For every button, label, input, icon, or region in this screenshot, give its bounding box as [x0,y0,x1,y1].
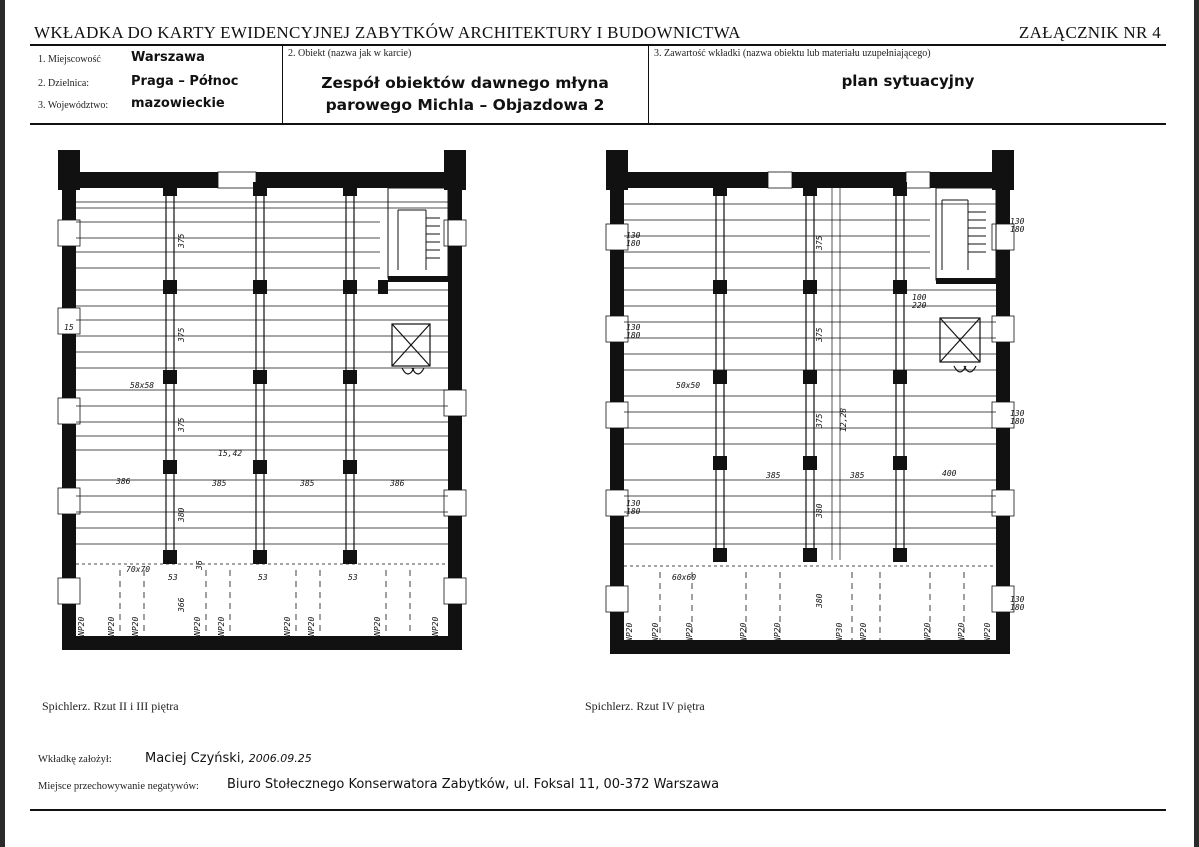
np-label-1: NP20 [77,616,86,636]
np-label-4: NP20 [193,616,202,636]
win-180-e: 180 [1010,417,1025,426]
np-right-5: NP20 [773,622,782,642]
author-value [145,751,312,766]
dim-375-a-right: 375 [815,235,824,250]
dim-1228: 12,28 [839,407,848,432]
win-130-b: 130 [626,323,641,332]
object-value-line1: Zespół obiektów dawnego młyna [321,74,609,92]
document-title: WKŁADKA DO KARTY EWIDENCYJNEJ ZABYTKÓW ARCHITEKTURY I BUDOWNICTWA [34,23,741,42]
np-right-3: NP20 [685,622,694,642]
bay-4-label: 386 [390,479,405,488]
col-small-label-right: 60x60 [672,573,697,582]
np-label-7: NP20 [307,616,316,636]
win-180-d: 180 [1010,225,1025,234]
object-label: 2. Obiekt (nazwa jak w karcie) [288,48,412,59]
np-right-6: NP30 [835,622,844,642]
col-size-label: 58x58 [130,381,155,390]
span-total-label: 15,42 [218,449,243,458]
locality-label: 1. Miejscowość [38,54,101,65]
annex-number: ZAŁĄCZNIK NR 4 [1018,23,1161,42]
header-rule [30,44,1166,46]
scan-edge-right [1194,0,1199,847]
fields-rule [30,123,1166,125]
bay-1-label: 386 [116,477,131,486]
bay-3-label: 385 [300,479,315,488]
dim-380b-right: 380 [815,593,824,608]
author-name: Maciej Czyński, [145,751,245,766]
np-right-9: NP20 [957,622,966,642]
storage-label: Miejsce przechowywanie negatywów: [38,781,199,792]
field-divider-2 [648,46,649,123]
dim-36: 36 [195,560,204,570]
district-value: Praga – Północ [131,74,239,89]
np-right-10: NP20 [983,622,992,642]
object-value [283,72,647,116]
footer-rule [30,809,1166,811]
dim-220: 220 [912,301,927,310]
np-right-8: NP20 [923,622,932,642]
caption-left: Spichlerz. Rzut II i III piętra [42,699,179,713]
caption-right: Spichlerz. Rzut IV piętra [585,699,705,713]
np-right-1: NP20 [625,622,634,642]
dim-380: 380 [177,507,186,522]
dim-375-c-right: 375 [815,413,824,428]
voivodeship-value: mazowieckie [131,96,225,111]
stair-53-b: 53 [258,573,268,582]
stair-53-a: 53 [168,573,178,582]
np-label-9: NP20 [431,616,440,636]
win-180-b: 180 [626,331,641,340]
dim-375-c: 375 [177,417,186,432]
locality-value: Warszawa [131,50,205,65]
bay-2-label: 385 [212,479,227,488]
np-label-5: NP20 [217,616,226,636]
dim-375-a: 375 [177,233,186,248]
win-130-f: 130 [1010,595,1025,604]
scan-edge-left [0,0,5,847]
win-130-d: 130 [1010,217,1025,226]
win-180-c: 180 [626,507,641,516]
win-180-a: 180 [626,239,641,248]
np-label-6: NP20 [283,616,292,636]
author-date: 2006.09.25 [248,752,312,765]
author-label: Wkładkę założył: [38,754,112,765]
np-right-4: NP20 [739,622,748,642]
np-label-8: NP20 [373,616,382,636]
bay-3-label-right: 400 [942,469,957,478]
np-label-3: NP20 [131,616,140,636]
storage-value: Biuro Stołecznego Konserwatora Zabytków, ul. Foksal 11, 00-372 Warszawa [227,777,720,792]
np-label-2: NP20 [107,616,116,636]
col-small-label: 70x70 [126,565,151,574]
col-size-label-right: 50x50 [676,381,701,390]
win-180-f: 180 [1010,603,1025,612]
np-right-7: NP20 [859,622,868,642]
stair-53-c: 53 [348,573,358,582]
object-value-line2: parowego Michla – Objazdowa 2 [325,96,605,114]
win-130-c: 130 [626,499,641,508]
floor-plan-right [590,140,1040,680]
floor-plan-left [50,140,480,680]
win-130-a: 130 [626,231,641,240]
district-label: 2. Dzielnica: [38,78,90,89]
dim-100: 100 [912,293,927,302]
dim-380-right: 380 [815,503,824,518]
np-right-2: NP20 [651,622,660,642]
dim-375-b: 375 [177,327,186,342]
voivodeship-label: 3. Województwo: [38,100,109,111]
dim-375-b-right: 375 [815,327,824,342]
bay-2-label-right: 385 [850,471,865,480]
content-label: 3. Zawartość wkładki (nazwa obiektu lub materiału uzupełniającego) [654,48,931,59]
wall-15-label: 15 [64,323,74,332]
win-130-e: 130 [1010,409,1025,418]
bay-1-label-right: 385 [766,471,781,480]
content-value: plan sytuacyjny [841,72,975,90]
dim-366: 366 [177,597,186,612]
